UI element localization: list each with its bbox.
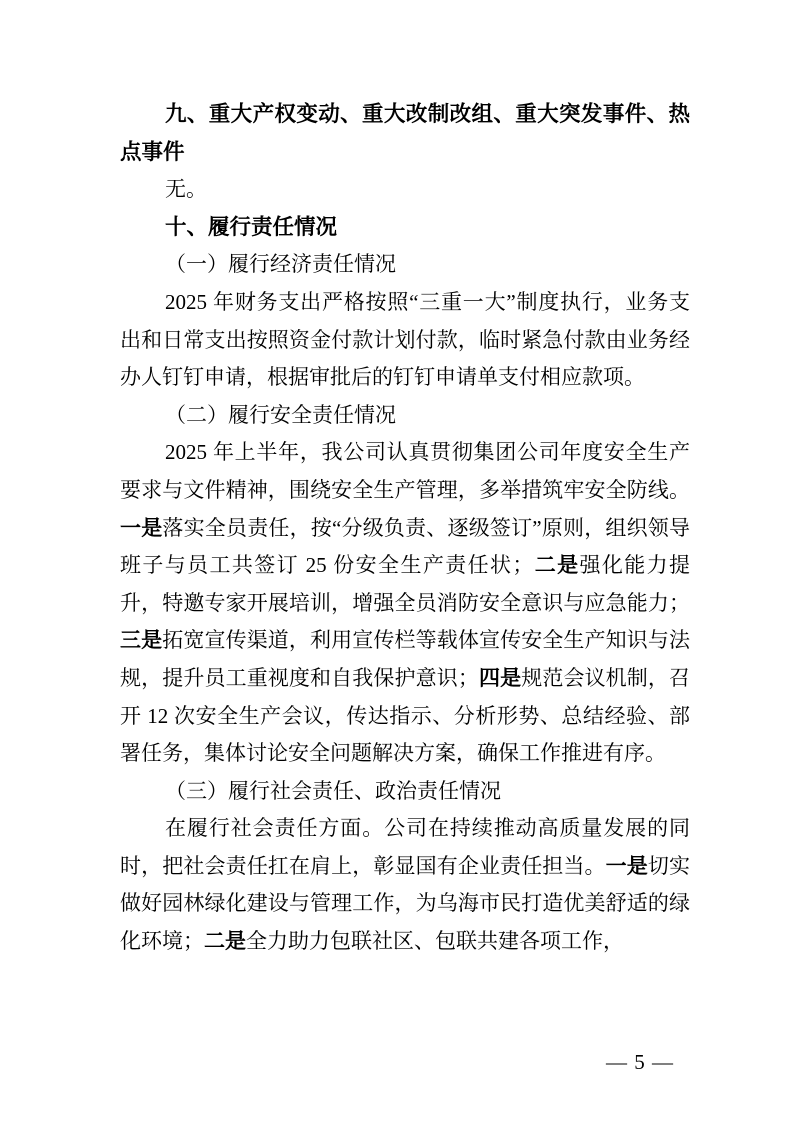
subsection-heading-1: （一）履行经济责任情况 xyxy=(165,252,396,277)
paragraph-economic xyxy=(120,284,690,397)
subsection-heading-2: （二）履行安全责任情况 xyxy=(165,402,396,427)
emphasis-fourth: 四是 xyxy=(478,665,522,690)
subsection-heading-3: （三）履行社会责任、政治责任情况 xyxy=(165,778,501,803)
paragraph-social xyxy=(120,810,690,960)
emphasis-second: 二是 xyxy=(204,929,246,954)
section-heading-9: 九、重大产权变动、重大改制改组、重大突发事件、热点事件 xyxy=(120,102,690,164)
page-footer xyxy=(581,1029,674,1095)
emphasis-third: 三是 xyxy=(120,628,163,653)
paragraph-text: 落实全员责任，按“分级负责、逐级签订”原则，组织领导班子与员工共签订 25 份安全生产责任状； xyxy=(120,515,691,578)
emphasis-second: 二是 xyxy=(533,553,580,578)
paragraph-text: 在履行社会责任方面。公司在持续推动高质量发展的同时，把社会责任扛在肩上，彰显国有企业责任担当。 xyxy=(120,816,690,878)
emphasis-first: 一是 xyxy=(120,515,163,540)
paragraph-text: 2025 年财务支出严格按照“三重一大”制度执行，业务支出和日常支出按照资金付款计划付款，临时紧急付款由业务经办人钉钉申请，根据审批后的钉钉申请单支付相应款项。 xyxy=(120,289,690,390)
document-body xyxy=(120,96,690,961)
paragraph-text: 2025 年上半年，我公司认真贯彻集团公司年度安全生产要求与文件精神，围绕安全生产管理，多举措筑牢安全防线。 xyxy=(120,440,690,502)
paragraph-text: 规范会议机制，召开 12 次安全生产会议，传达指示、分析形势、总结经验、部署任务，集体讨论安全问题解决方案，确保工作推进有序。 xyxy=(120,665,691,766)
paragraph-safety xyxy=(120,434,690,772)
paragraph-text: 全力助力包联社区、包联共建各项工作， xyxy=(246,929,624,954)
section-heading-10: 十、履行责任情况 xyxy=(165,214,338,239)
paragraph-text: 拓宽宣传渠道，利用宣传栏等载体宣传安全生产知识与法规，提升员工重视度和自我保护意识； xyxy=(120,628,691,690)
paragraph-text: 切实做好园林绿化建设与管理工作，为乌海市民打造优美舒适的绿化环境； xyxy=(120,853,691,954)
emphasis-first: 一是 xyxy=(605,853,648,878)
page-number: — 5 — xyxy=(606,1050,674,1074)
paragraph-none xyxy=(120,171,690,209)
paragraph-text: 强化能力提升，特邀专家开展培训，增强全员消防安全意识与应急能力； xyxy=(120,553,691,615)
paragraph-text: 无。 xyxy=(165,177,207,202)
